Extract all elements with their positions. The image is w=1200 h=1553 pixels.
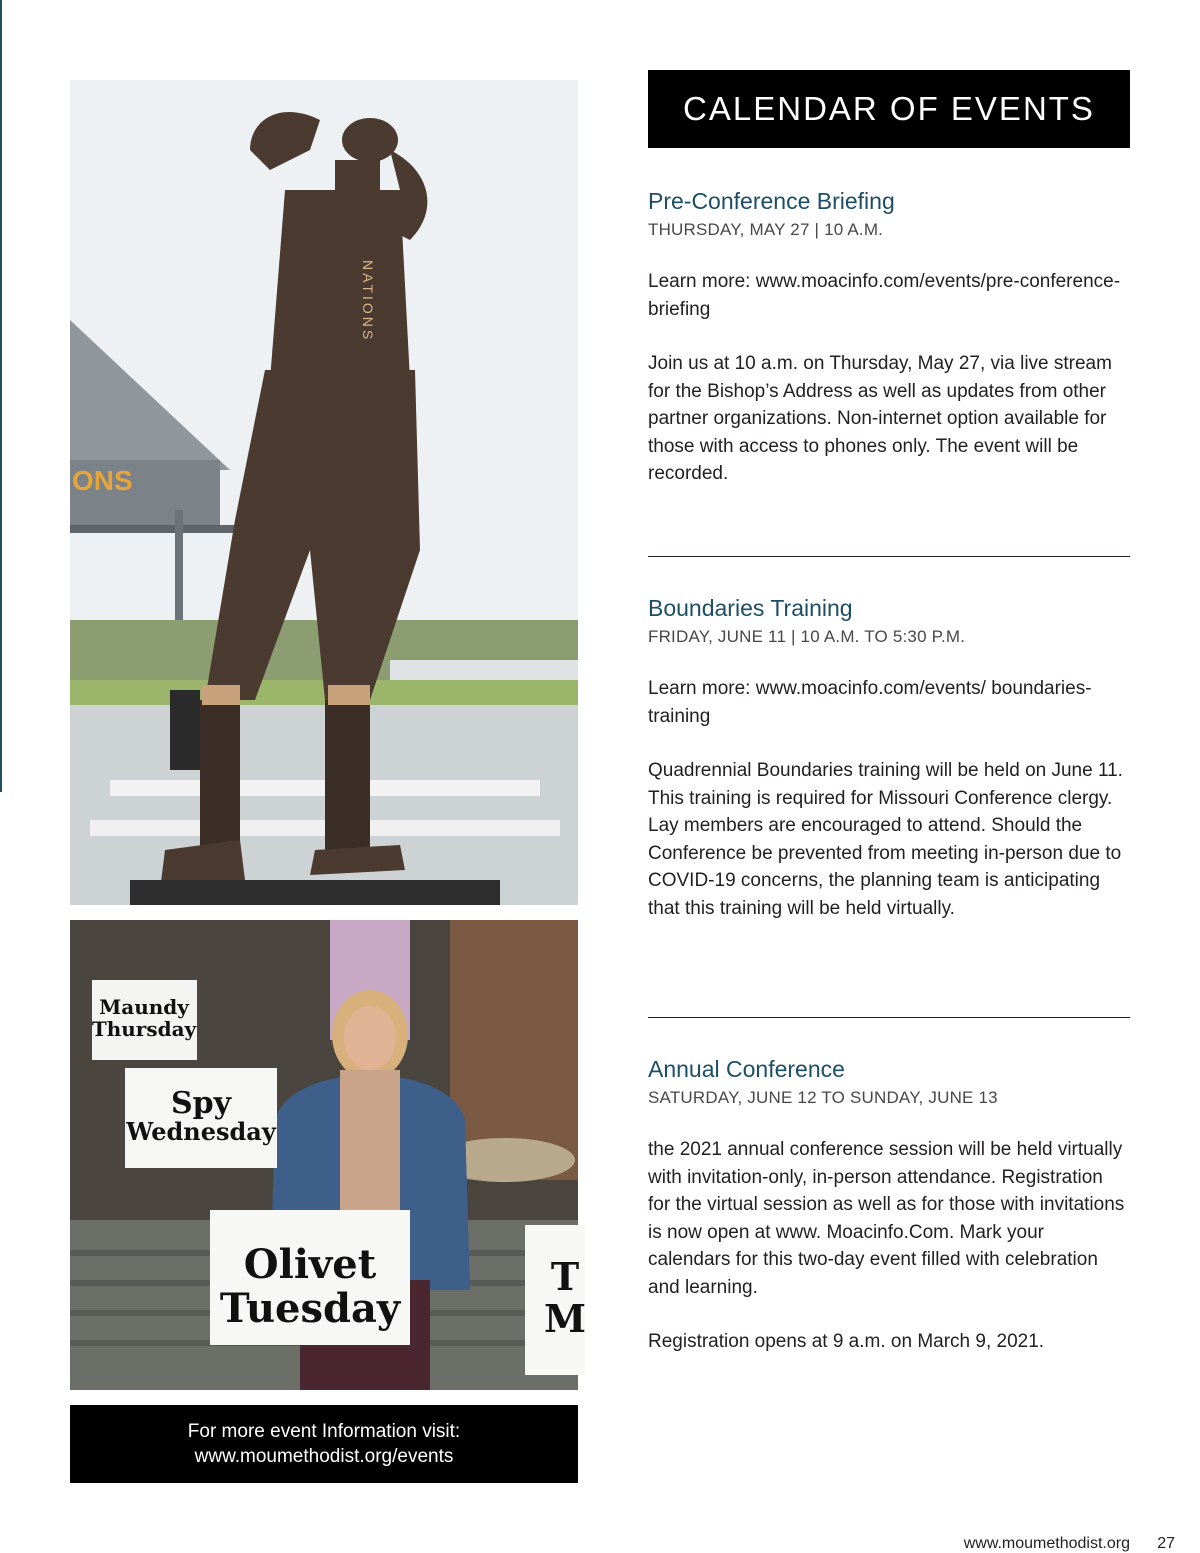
signs-illustration: [70, 920, 587, 1390]
sign-maundy-thursday: [92, 980, 198, 1060]
event-annual-conference: [648, 1055, 1130, 1356]
svg-text:Olivet: Olivet: [243, 1241, 377, 1288]
svg-text:Tuesday: Tuesday: [219, 1285, 401, 1332]
edge-rule: [0, 0, 2, 792]
footer-url[interactable]: www.moumethodist.org: [963, 1535, 1130, 1552]
jersey-lettering: NATIONS: [360, 260, 376, 343]
svg-text:Wednesday: Wednesday: [126, 1117, 276, 1146]
more-info-url[interactable]: www.moumethodist.org/events: [194, 1446, 454, 1467]
event-date: SATURDAY, JUNE 12 TO SUNDAY, JUNE 13: [648, 1088, 998, 1107]
event-date: FRIDAY, JUNE 11 | 10 A.M. TO 5:30 P.M.: [648, 627, 966, 646]
event-learn-more[interactable]: Learn more: www.moacinfo.com/events/ boundaries-training: [648, 678, 1092, 727]
event-learn-more[interactable]: Learn more: www.moacinfo.com/events/pre-conference-briefing: [648, 271, 1121, 320]
more-info-line-1: For more event Information visit:: [187, 1421, 461, 1442]
sign-olivet-tuesday: [210, 1210, 410, 1345]
event-title: Pre-Conference Briefing: [648, 188, 895, 214]
event-registration-note: Registration opens at 9 a.m. on March 9, 2021.: [648, 1331, 1045, 1352]
sign-partial: [525, 1225, 586, 1375]
event-date: THURSDAY, MAY 27 | 10 A.M.: [648, 220, 884, 239]
sign-spy-wednesday: [125, 1068, 277, 1168]
statue-illustration: [70, 80, 578, 905]
event-title: Boundaries Training: [648, 595, 853, 621]
event-boundaries-training: [648, 594, 1130, 922]
svg-text:Thursday: Thursday: [91, 1017, 197, 1041]
divider: [648, 556, 1130, 557]
banner-title: CALENDAR OF EVENTS: [683, 90, 1095, 127]
photo-holy-week-signs: [70, 920, 587, 1390]
more-info-box: [70, 1405, 578, 1483]
svg-text:Maundy: Maundy: [99, 995, 189, 1019]
calendar-banner: [648, 70, 1130, 148]
event-pre-conference-briefing: [648, 187, 1130, 488]
photo-pitcher-statue: [70, 80, 578, 905]
event-description: Join us at 10 a.m. on Thursday, May 27, via live stream for the Bishop’s Address as well as updates from other partner organizations. Non-internet option available for those with access to phones only. The event will be recorded.: [648, 353, 1112, 484]
divider: [648, 1017, 1130, 1018]
svg-text:M: M: [543, 1296, 587, 1341]
svg-text:Spy: Spy: [170, 1086, 232, 1121]
event-description: the 2021 annual conference session will be held virtually with invitation-only, in-person attendance. Registration for the virtual session as well as for those with invitations is now open at www. Moacinfo.Com. Mark your calendars for this two-day event filled with celebration and learning.: [648, 1139, 1125, 1298]
event-description: Quadrennial Boundaries training will be held on June 11. This training is required for Missouri Conference clergy. Lay members are encouraged to attend. Should the Conference be prevented from meeting in-person due to COVID-19 concerns, the planning team is anticipating that this training will be held virtually.: [648, 760, 1123, 919]
page-number: 27: [1157, 1535, 1175, 1552]
event-title: Annual Conference: [648, 1056, 845, 1082]
svg-text:T: T: [550, 1254, 580, 1299]
building-sign: ONS: [72, 465, 133, 496]
